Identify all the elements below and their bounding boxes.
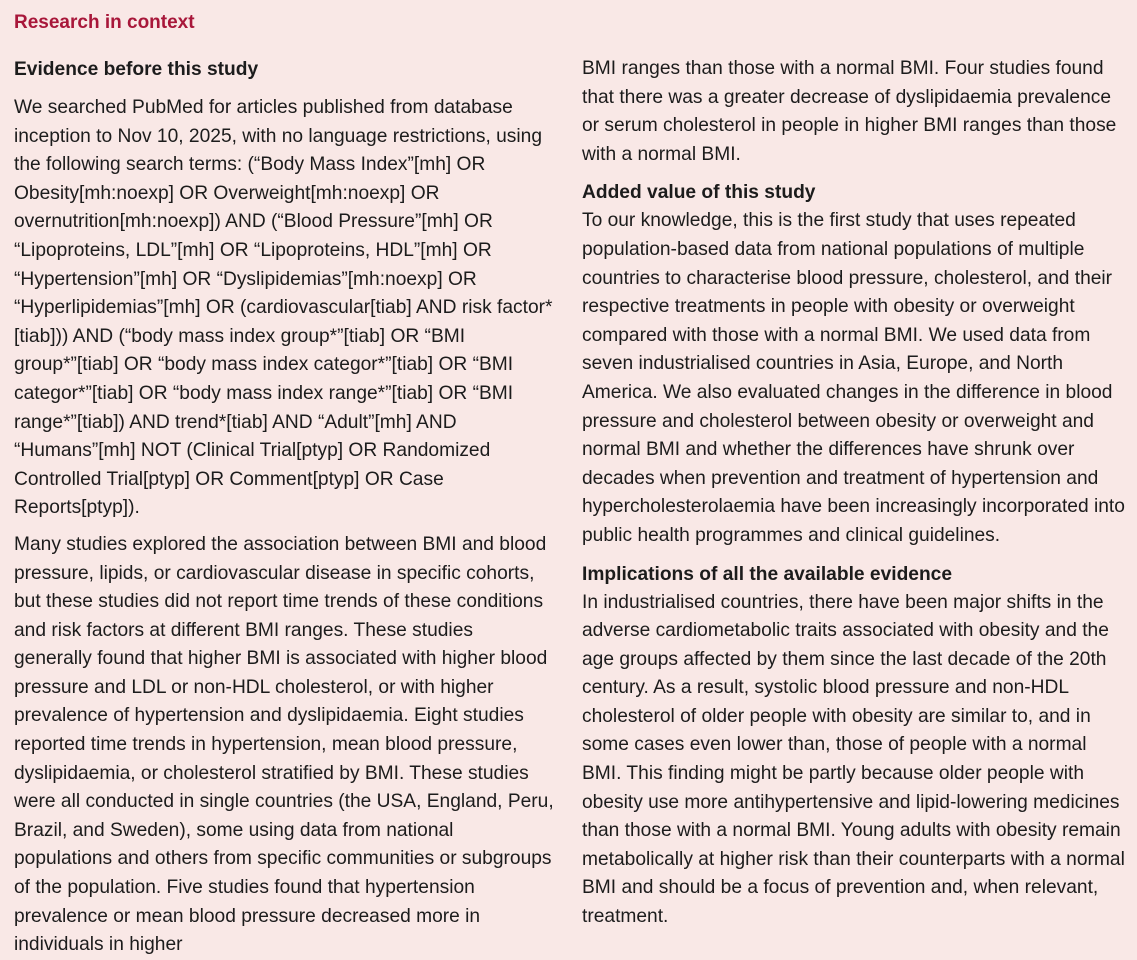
added-value-heading: Added value of this study — [582, 182, 816, 204]
evidence-before-heading: Evidence before this study — [14, 59, 259, 80]
panel-title: Research in context — [14, 12, 195, 33]
implications-heading: Implications of all the available evidence — [582, 563, 953, 585]
implications-paragraph: In industrialised countries, there have been major shifts in the adverse cardiometabolic traits associated with obesity and the age groups affected by them since the last decade of the 20th century. As a result, systolic blood pressure and non-HDL cholesterol of older people with obesity are similar to, and in some cases even lower than, those of people with a normal BMI. This finding might be partly because older people with obesity use more antihypertensive and lipid-lowering medicines than those with a normal BMI. Young adults with obesity remain metabolically at higher risk than their counterparts with a normal BMI and should be a focus of prevention and, when relevant, treatment. — [582, 591, 1125, 928]
evidence-before-studies-paragraph-continued: BMI ranges than those with a normal BMI. Four studies found that there was a greater decrease of dyslipidaemia prevalence or serum cholesterol in people in higher BMI ranges than those with a normal BMI. — [582, 58, 1117, 165]
left-column — [14, 56, 554, 960]
evidence-before-search-paragraph: We searched PubMed for articles published from database inception to Nov 10, 2025, with no language restrictions, using the following search terms: (“Body Mass Index”[mh] OR Obesity[mh:noexp] OR Overweight[mh:noexp] OR overnutrition[mh:noexp]) AND (“Blood Pressure”[mh] OR “Lipoproteins, LDL”[mh] OR “Lipoproteins, HDL”[mh] OR “Hypertension”[mh] OR “Dyslipidemias”[mh:noexp] OR “Hyperlipidemias”[mh] OR (cardiovascular[tiab] AND risk factor*[tiab])) AND (“body mass index group*”[tiab] OR “BMI group*”[tiab] OR “body mass index categor*”[tiab] OR “BMI categor*”[tiab] OR “body mass index range*”[tiab] OR “BMI range*”[tiab]) AND trend*[tiab] AND “Adult”[mh] AND “Humans”[mh] NOT (Clinical Trial[ptyp] OR Randomized Controlled Trial[ptyp] OR Comment[ptyp] OR Case Reports[ptyp]). — [14, 97, 553, 519]
right-column — [582, 55, 1127, 932]
added-value-paragraph: To our knowledge, this is the first study that uses repeated population-based data from national populations of multiple countries to characterise blood pressure, cholesterol, and their respective treatments in people with obesity or overweight compared with those with a normal BMI. We used data from seven industrialised countries in Asia, Europe, and North America. We also evaluated changes in the difference in blood pressure and cholesterol between obesity or overweight and normal BMI and whether the differences have shrunk over decades when prevention and treatment of hypertension and hypercholesterolaemia have been increasingly incorporated into public health programmes and clinical guidelines. — [582, 210, 1125, 546]
evidence-before-studies-paragraph: Many studies explored the association between BMI and blood pressure, lipids, or cardiovascular disease in specific cohorts, but these studies did not report time trends of these conditions and risk factors at different BMI ranges. These studies generally found that higher BMI is associated with higher blood pressure and LDL or non-HDL cholesterol, or with higher prevalence of hypertension and dyslipidaemia. Eight studies reported time trends in hypertension, mean blood pressure, dyslipidaemia, or cholesterol stratified by BMI. These studies were all conducted in single countries (the USA, England, Peru, Brazil, and Sweden), some using data from national populations and others from specific communities or subgroups of the population. Five studies found that hypertension prevalence or mean blood pressure decreased more in individuals in higher — [14, 533, 554, 956]
